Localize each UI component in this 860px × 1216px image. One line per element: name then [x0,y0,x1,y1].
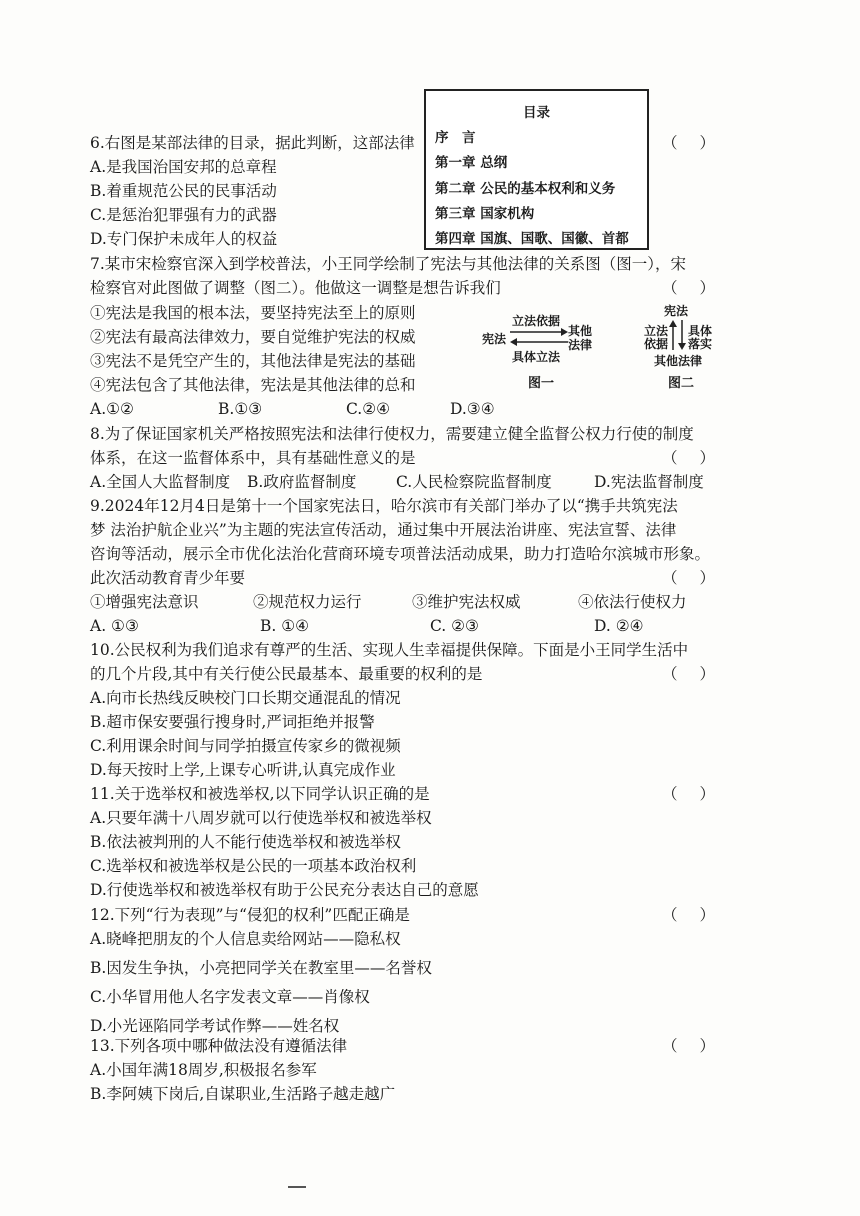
question-12-stem: 12.下列“行为表现”与“侵犯的权利”匹配正确是 [90,906,410,924]
question-6-stem: 6.右图是某部法律的目录，据此判断，这部法律 [90,134,415,152]
question-7-stem: 7.某市宋检察官深入到学校普法，小王同学绘制了宪法与其他法律的关系图（图一），宋 [90,255,687,273]
fig2-left-label: 依据 [644,337,669,351]
option: B.①③ [218,400,263,418]
toc-item: 第三章 国家机构 [435,206,535,222]
option: A. ①③ [90,617,139,635]
fig1-right-label: 法律 [568,338,593,352]
option: A.是我国治国安邦的总章程 [90,158,277,176]
option: A.晓峰把朋友的个人信息卖给网站——隐私权 [90,930,401,948]
statement: ①宪法是我国的根本法，要坚持宪法至上的原则 [90,304,416,322]
statement: ③维护宪法权威 [412,593,521,611]
option: D.行使选举权和被选举权有助于公民充分表达自己的意愿 [90,881,479,899]
question-9-stem: 梦 法治护航企业兴”为主题的宪法宣传活动，通过集中开展法治讲座、宪法宣誓、法律 [90,521,677,539]
answer-bracket: （） [662,449,738,467]
question-10-stem: 10.公民权利为我们追求有尊严的生活、实现人生幸福提供保障。下面是小王同学生活中 [90,641,689,659]
statement: ④依法行使权力 [578,593,687,611]
figure-2-diagram [638,300,718,390]
option: C. ②③ [430,617,479,635]
answer-bracket: （） [662,1037,738,1055]
option: C.利用课余时间与同学拍摄宣传家乡的微视频 [90,737,401,755]
option: C.小华冒用他人名字发表文章——肖像权 [90,988,370,1006]
option: B.李阿姨下岗后,自谋职业,生活路子越走越广 [90,1085,396,1103]
fig1-caption: 图一 [528,376,555,391]
question-13-stem: 13.下列各项中哪种做法没有遵循法律 [90,1037,348,1055]
question-7-stem: 检察官对此图做了调整（图二）。他做这一调整是想告诉我们 [90,279,501,297]
option: D.每天按时上学,上课专心听讲,认真完成作业 [90,761,396,779]
option: C.是惩治犯罪强有力的武器 [90,206,277,224]
option: A.①② [90,400,134,418]
statement: ②规范权力运行 [253,593,362,611]
option: A.全国人大监督制度 [90,473,231,491]
option: A.只要年满十八周岁就可以行使选举权和被选举权 [90,809,432,827]
question-8-stem: 体系，在这一监督体系中，具有基础性意义的是 [90,449,416,467]
option: B.因发生争执，小亮把同学关在教室里——名誉权 [90,959,432,977]
answer-bracket: （） [662,134,738,152]
toc-item: 第二章 公民的基本权利和义务 [435,181,616,197]
statement: ②宪法有最高法律效力，要自觉维护宪法的权威 [90,328,416,346]
question-10-stem: 的几个片段,其中有关行使公民最基本、最重要的权利的是 [90,665,483,683]
option: A.向市长热线反映校门口长期交通混乱的情况 [90,689,401,707]
fig2-caption: 图二 [668,376,695,391]
fig2-left-label: 立法 [644,324,669,338]
statement: ④宪法包含了其他法律，宪法是其他法律的总和 [90,376,416,394]
option: B. ①④ [260,617,310,635]
answer-bracket: （） [662,906,738,924]
question-9-stem: 9.2024年12月4日是第十一个国家宪法日，哈尔滨市有关部门举办了以“携手共筑宪法 [90,497,678,515]
option: D.小光诬陷同学考试作弊——姓名权 [90,1017,340,1035]
toc-item: 第一章 总纲 [435,155,508,171]
option: A.小国年满18周岁,积极报名参军 [90,1061,317,1079]
question-9-stem: 咨询等活动，展示全市优化法治化营商环境专项普法活动成果，助力打造哈尔滨城市形象。 [90,545,711,563]
option: B.着重规范公民的民事活动 [90,182,277,200]
fig2-right-label: 落实 [688,337,713,351]
question-9-stem: 此次活动教育青少年要 [90,569,246,587]
fig1-left-label: 宪法 [482,332,507,346]
figure-1-diagram [480,310,610,390]
answer-bracket: （） [662,569,738,587]
statement: ③宪法不是凭空产生的，其他法律是宪法的基础 [90,352,416,370]
fig2-bottom-label: 其他法律 [654,354,703,368]
table-of-contents-box [424,89,649,250]
option: B.政府监督制度 [247,473,357,491]
option: C.选举权和被选举权是公民的一项基本政治权利 [90,857,417,875]
option: B.依法被判刑的人不能行使选举权和被选举权 [90,833,401,851]
stray-mark [288,1186,306,1188]
option: C.②④ [346,400,391,418]
option: D.宪法监督制度 [594,473,704,491]
fig2-right-label: 具体 [688,324,713,338]
answer-bracket: （） [662,665,738,683]
option: D.③④ [450,400,495,418]
answer-bracket: （） [662,279,738,297]
option: C.人民检察院监督制度 [396,473,552,491]
toc-item: 第四章 国旗、国歌、国徽、首都 [435,231,629,247]
toc-title: 目录 [523,105,550,121]
fig1-bottom-label: 具体立法 [512,350,561,364]
option: B.超市保安要强行搜身时,严词拒绝并报警 [90,713,375,731]
fig2-top-label: 宪法 [664,304,689,318]
option: D.专门保护未成年人的权益 [90,230,278,248]
fig1-top-label: 立法依据 [512,314,561,328]
fig1-right-label: 其他 [568,324,593,338]
fig2-arrows [668,318,688,352]
option: D. ②④ [594,617,644,635]
question-8-stem: 8.为了保证国家机关严格按照宪法和法律行使权力，需要建立健全监督公权力行使的制度 [90,425,694,443]
answer-bracket: （） [662,785,738,803]
statement: ①增强宪法意识 [90,593,199,611]
toc-item: 序 言 [435,130,476,146]
question-11-stem: 11.关于选举权和被选举权,以下同学认识正确的是 [90,785,430,803]
fig1-arrows [508,326,570,348]
